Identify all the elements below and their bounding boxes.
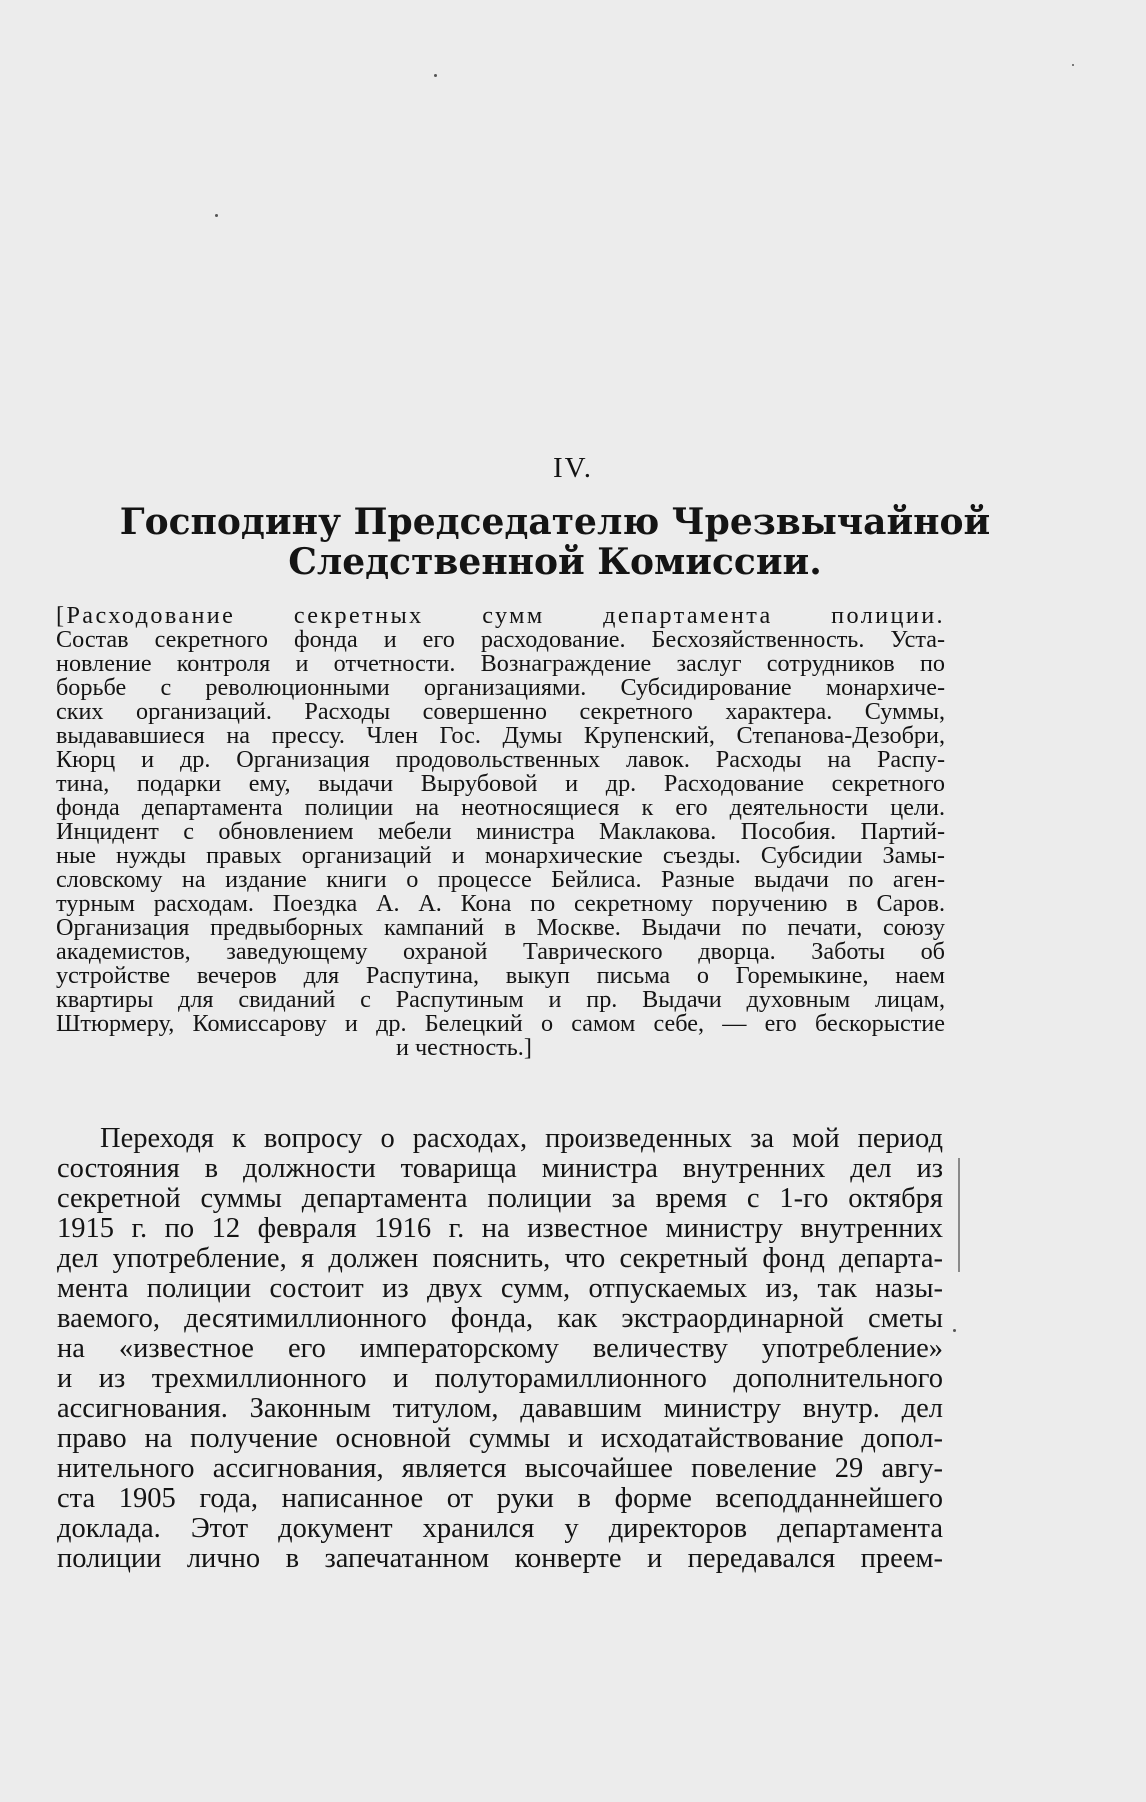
summary-line: ских организаций. Расходы совершенно секретного характера. Суммы, [56, 698, 945, 725]
summary-line: тина, подарки ему, выдачи Вырубовой и др. Расходование секретного [56, 770, 945, 797]
speck-mark [1072, 64, 1074, 66]
margin-line-mark [958, 1158, 960, 1272]
speck-mark [434, 74, 437, 77]
heading-line: Следственной Комиссии. [288, 541, 822, 583]
heading-line: Господину Председателю Чрезвычайной [119, 501, 991, 543]
summary-line: Инцидент с обновлением мебели министра Маклакова. Пособия. Партий- [56, 818, 945, 845]
section-number: IV. [552, 452, 594, 484]
summary-line: турным расходам. Поездка А. А. Кона по секретному поручению в Саров. [56, 890, 945, 917]
summary-line: новление контроля и отчетности. Вознаграждение заслуг сотрудников по [56, 650, 945, 677]
body-line: состояния в должности товарища министра внутренних дел из [57, 1153, 943, 1184]
summary-line: словскому на издание книги о процессе Бейлиса. Разные выдачи по аген- [56, 866, 945, 893]
body-line: на «известное его императорскому величеству употребление» [57, 1333, 943, 1364]
summary-line: ные нужды правых организаций и монархические съезды. Субсидии Замы- [56, 842, 945, 869]
summary-line: Организация предвыборных кампаний в Москве. Выдачи по печати, союзу [56, 914, 945, 941]
summary-line: и честность.] [396, 1034, 532, 1061]
summary-line: борьбе с революционными организациями. Субсидирование монархиче- [56, 674, 945, 701]
summary-line: Штюрмеру, Комиссарову и др. Белецкий о самом себе, — его бескорыстие [56, 1010, 945, 1037]
summary-line: устройстве вечеров для Распутина, выкуп письма о Горемыкине, наем [56, 962, 945, 989]
body-line: секретной суммы департамента полиции за время с 1-го октября [57, 1183, 943, 1214]
body-line: ассигнования. Законным титулом, дававшим министру внутр. дел [57, 1393, 943, 1424]
body-line: мента полиции состоит из двух сумм, отпускаемых из, так назы- [57, 1273, 943, 1304]
body-line: нительного ассигнования, является высочайшее повеление 29 авгу- [57, 1453, 943, 1484]
speck-mark [215, 214, 218, 217]
body-line: и из трехмиллионного и полуторамиллионного дополнительного [57, 1363, 943, 1394]
summary-line: [Расходование секретных сумм департамента полиции. [56, 602, 945, 629]
summary-line: Кюрц и др. Организация продовольственных лавок. Расходы на Распу- [56, 746, 945, 773]
body-line: полиции лично в запечатанном конверте и передавался преем- [57, 1543, 943, 1574]
body-line: ста 1905 года, написанное от руки в форме всеподданнейшего [57, 1483, 943, 1514]
summary-line: выдававшиеся на прессу. Член Гос. Думы Крупенский, Степанова-Дезобри, [56, 722, 945, 749]
summary-line: Состав секретного фонда и его расходование. Бесхозяйственность. Уста- [56, 626, 945, 653]
body-line: доклада. Этот документ хранился у директоров департамента [57, 1513, 943, 1544]
body-line: 1915 г. по 12 февраля 1916 г. на известное министру внутренних [57, 1213, 943, 1244]
body-line: право на получение основной суммы и исходатайствование допол- [57, 1423, 943, 1454]
body-line: Переходя к вопросу о расходах, произведенных за мой период [100, 1123, 943, 1154]
body-line: дел употребление, я должен пояснить, что секретный фонд департа- [57, 1243, 943, 1274]
speck-mark [953, 1329, 956, 1332]
body-line: ваемого, десятимиллионного фонда, как экстраординарной сметы [57, 1303, 943, 1334]
summary-line: квартиры для свиданий с Распутиным и пр. Выдачи духовным лицам, [56, 986, 945, 1013]
summary-line: академистов, заведующему охраной Таврического дворца. Заботы об [56, 938, 945, 965]
summary-line: фонда департамента полиции на неотносящиеся к его деятельности цели. [56, 794, 945, 821]
